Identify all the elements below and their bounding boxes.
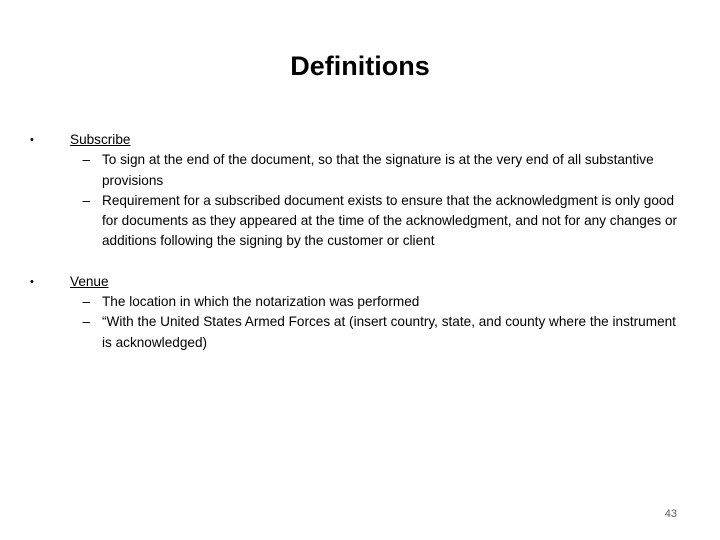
- bullet-venue: [30, 272, 680, 353]
- sub-item-text: Requirement for a subscribed document exists to ensure that the acknowledgment is only good for documents as they appeared at the time of the acknowledgment, and not for any changes or additions following the signing by the customer or client: [102, 192, 678, 249]
- sub-item-text: The location in which the notarization was performed: [102, 294, 420, 310]
- sub-item: [70, 292, 680, 312]
- bullet-heading-venue: Venue: [70, 273, 109, 289]
- dash-marker: –: [82, 152, 90, 168]
- bullet-heading-subscribe: Subscribe: [70, 132, 131, 147]
- slide-title: Definitions: [290, 51, 430, 81]
- dash-marker: –: [82, 294, 90, 310]
- bullet-marker: •: [30, 134, 34, 146]
- sub-item: [70, 191, 680, 252]
- bullet-marker: •: [30, 275, 34, 288]
- sub-item-text: “With the United States Armed Forces at (insert country, state, and county where the instrument is acknowledged): [102, 314, 676, 350]
- slide-content: [30, 130, 680, 373]
- dash-marker: –: [82, 192, 90, 208]
- sub-item: [70, 312, 680, 353]
- sub-item: [70, 150, 680, 191]
- sub-item-text: To sign at the end of the document, so that the signature is at the very end of all substantive provisions: [102, 152, 654, 188]
- dash-marker: –: [82, 314, 90, 330]
- bullet-subscribe: [30, 130, 680, 252]
- page-number: 43: [664, 508, 677, 520]
